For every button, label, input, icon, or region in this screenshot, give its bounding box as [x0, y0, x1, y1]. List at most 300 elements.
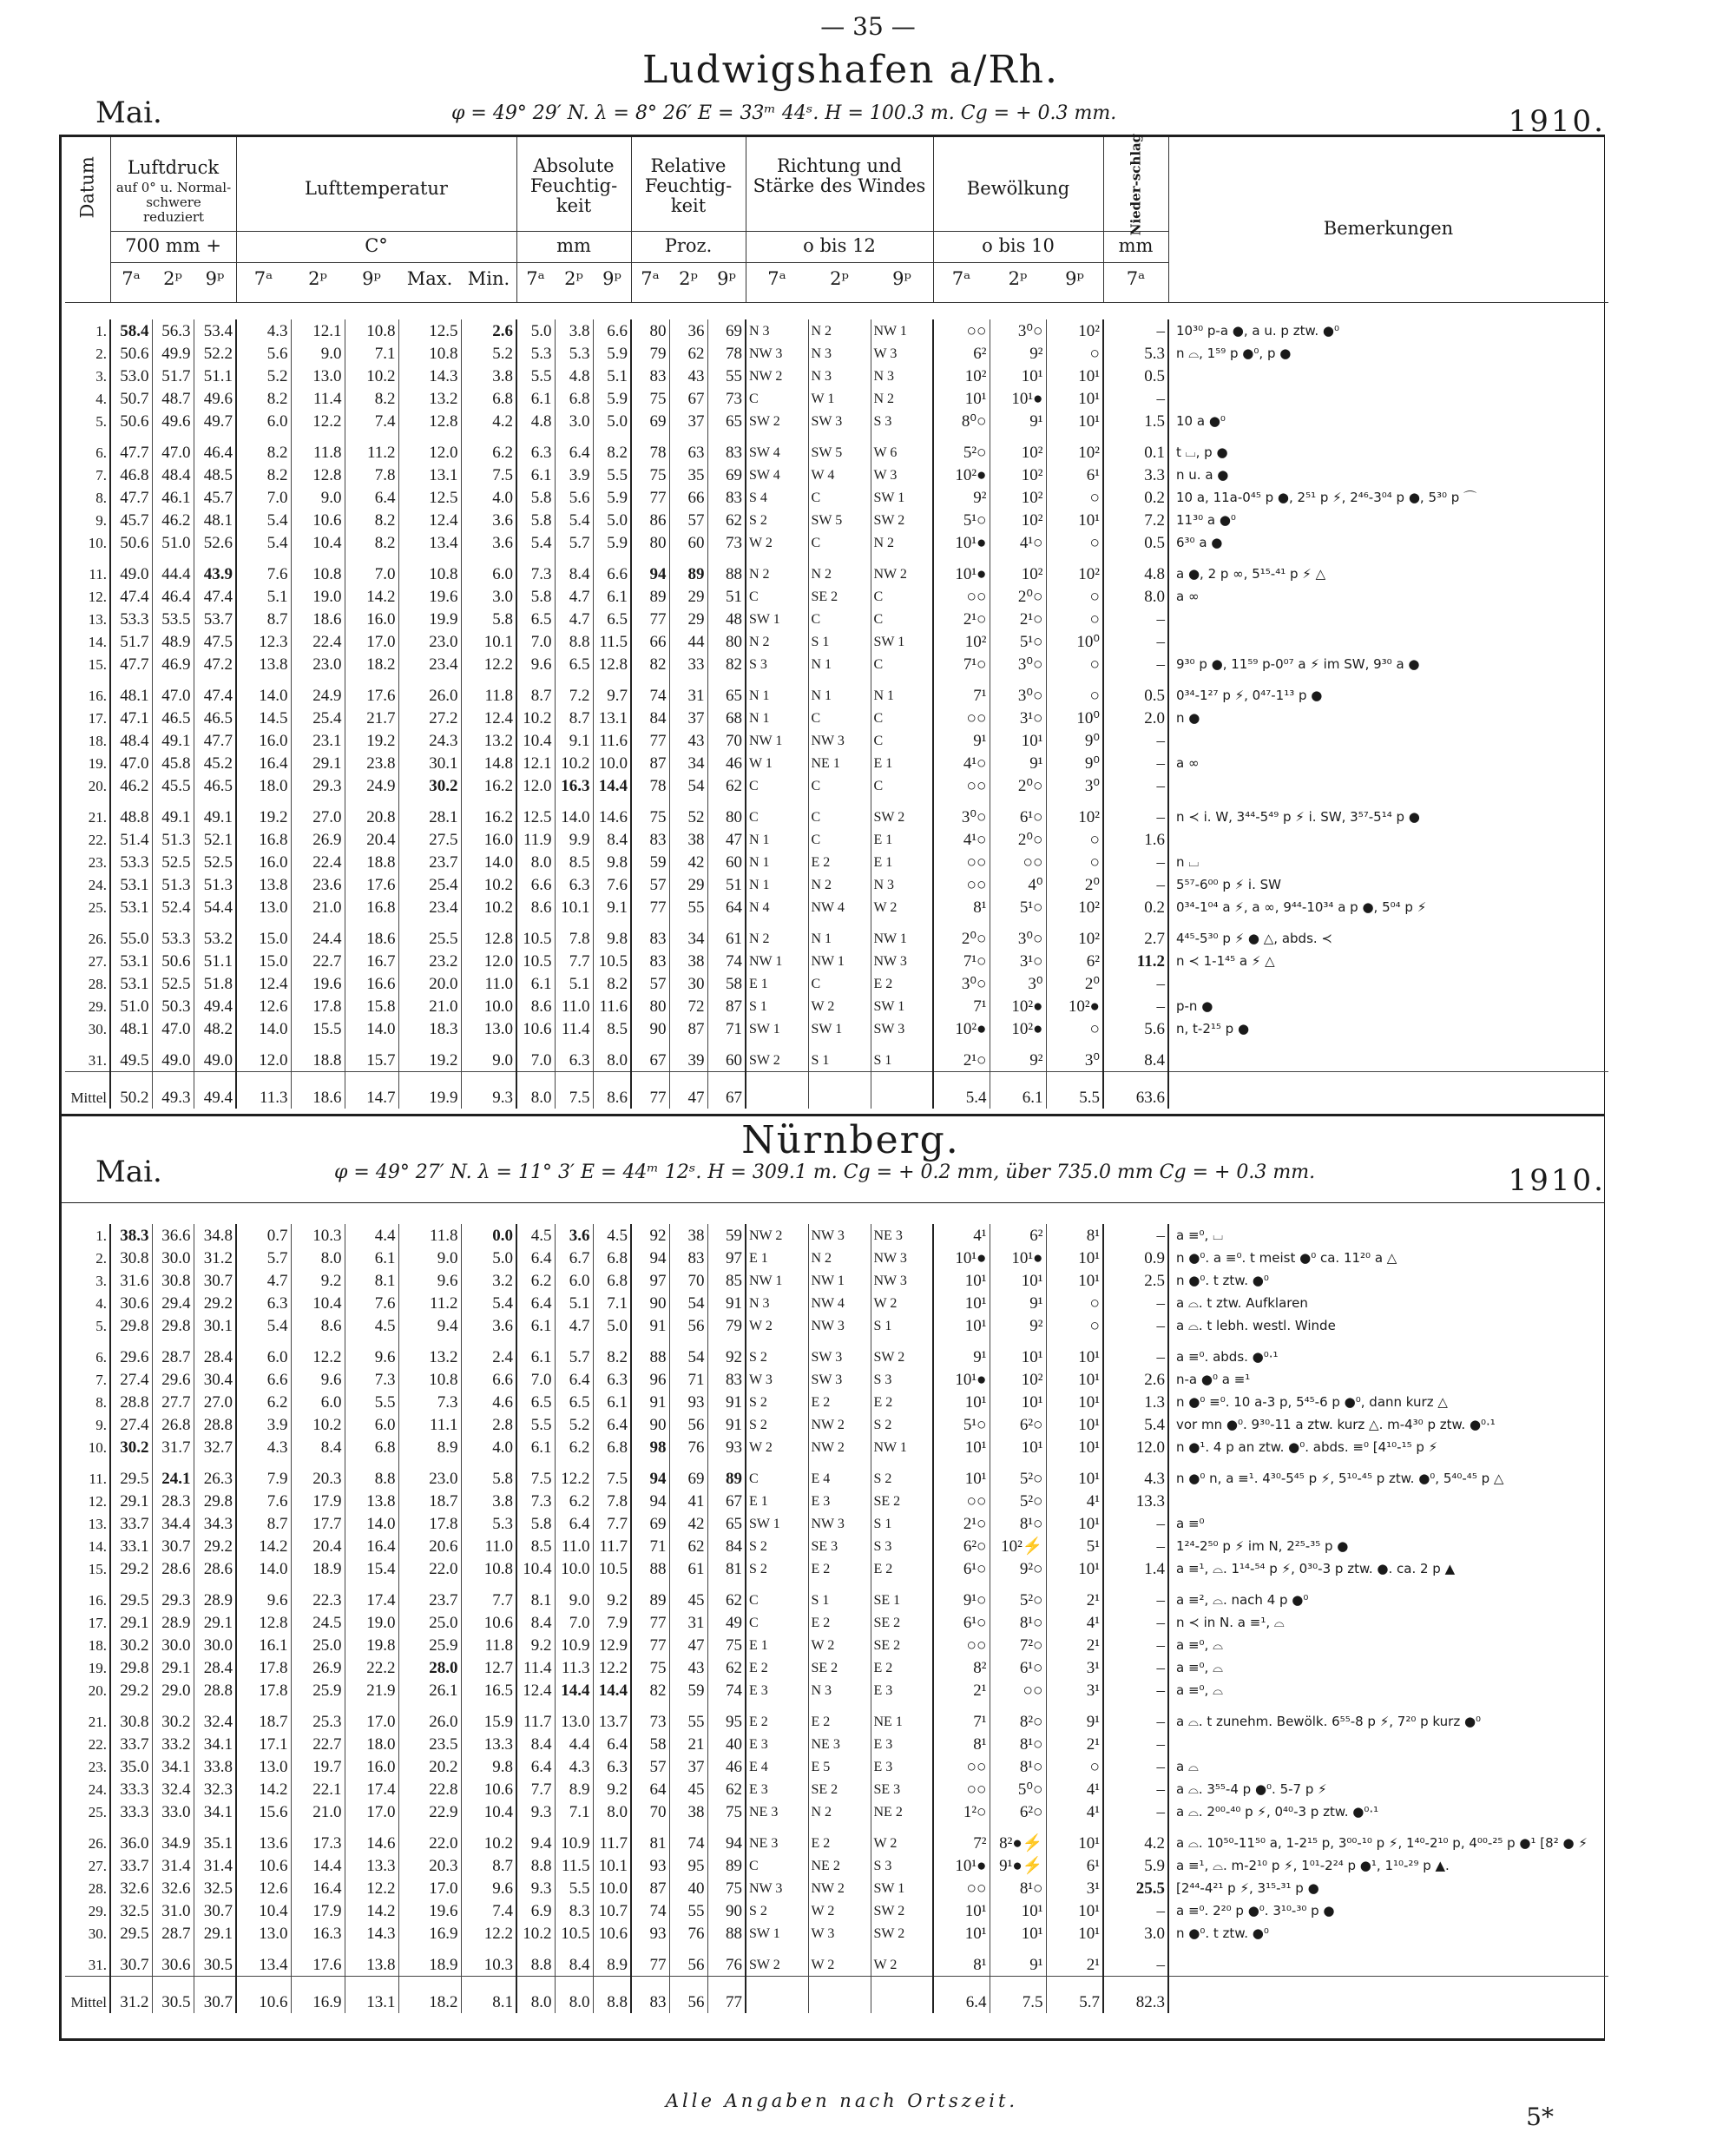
cell-temp-9p: 8.2 [345, 387, 398, 410]
header-lufttemperatur: Lufttemperatur [305, 178, 448, 199]
cell-temp-7a: 8.7 [236, 1512, 291, 1535]
cell-temp-min: 6.8 [461, 387, 516, 410]
cell-wind-9p: SW 1 [871, 486, 933, 509]
cell-luftdruck-9p: 28.9 [194, 1580, 236, 1611]
cell-datum: Mittel [65, 1977, 110, 2014]
table-row [65, 410, 1608, 432]
cell-abs-2p: 11.0 [555, 995, 593, 1017]
cell-abs-7a: 8.8 [516, 1945, 555, 1977]
cell-bemerkung: n ●⁰. t ztw. ●⁰ [1176, 1272, 1269, 1288]
cell-bew-9p: ○ [1046, 1292, 1103, 1314]
cell-rel-7a: 89 [631, 585, 669, 608]
cell-luftdruck-7a: 30.6 [110, 1292, 152, 1314]
cell-bemerkung: 10³⁰ p-a ●, a u. p ztw. ●⁰ [1176, 322, 1339, 339]
cell-temp-9p: 7.1 [345, 342, 398, 365]
cell-abs-2p: 5.5 [555, 1877, 593, 1899]
cell-abs-2p: 5.1 [555, 1292, 593, 1314]
table-row [65, 1634, 1608, 1656]
cell-bemerkung: 11³⁰ a ●⁰ [1176, 511, 1236, 528]
cell-luftdruck-2p: 24.1 [152, 1458, 194, 1490]
cell-wind-7a: W 1 [746, 752, 808, 774]
cell-wind-9p: S 3 [871, 410, 933, 432]
cell-rel-7a: 93 [631, 1922, 669, 1945]
cell-temp-2p: 11.4 [291, 387, 345, 410]
cell-wind-2p: N 2 [808, 873, 871, 896]
cell-rel-7a: 77 [631, 1634, 669, 1656]
header-bew-unit: o bis 10 [982, 235, 1055, 256]
cell-bew-9p: 2⁰ [1046, 873, 1103, 896]
cell-niederschlag: – [1103, 1899, 1168, 1922]
cell-temp-7a: 14.0 [236, 675, 291, 707]
cell-temp-9p: 15.8 [345, 995, 398, 1017]
cell-rel-7a: 75 [631, 1656, 669, 1679]
cell-wind-9p [871, 1977, 933, 2014]
cell-abs-7a: 5.8 [516, 509, 555, 531]
cell-rel-9p: 83 [707, 486, 746, 509]
cell-wind-2p: C [808, 774, 871, 797]
cell-rel-2p: 21 [669, 1733, 707, 1755]
cell-bew-9p: 10¹ [1046, 509, 1103, 531]
cell-rel-2p: 30 [669, 972, 707, 995]
cell-bew-2p: 8²○ [990, 1701, 1046, 1733]
table-row [65, 1656, 1608, 1679]
cell-wind-2p: N 3 [808, 1679, 871, 1701]
cell-temp-7a: 8.7 [236, 608, 291, 630]
cell-temp-min: 10.2 [461, 896, 516, 918]
cell-rel-9p: 47 [707, 828, 746, 851]
cell-wind-7a: S 4 [746, 486, 808, 509]
cell-wind-9p: E 1 [871, 851, 933, 873]
cell-bew-2p: ○○ [990, 1679, 1046, 1701]
cell-wind-2p: E 2 [808, 851, 871, 873]
table-row [65, 1391, 1608, 1413]
cell-rel-7a: 78 [631, 774, 669, 797]
cell-abs-2p: 6.0 [555, 1269, 593, 1292]
cell-luftdruck-2p: 46.5 [152, 707, 194, 729]
cell-wind-9p: N 3 [871, 365, 933, 387]
cell-bew-2p: 9¹ [990, 1945, 1046, 1977]
cell-rel-9p: 75 [707, 1800, 746, 1823]
cell-abs-7a: 5.0 [516, 319, 555, 342]
cell-rel-9p: 68 [707, 707, 746, 729]
cell-bemerkung: a ≡⁰. abds. ●⁰·¹ [1176, 1348, 1279, 1365]
cell-temp-7a: 13.8 [236, 653, 291, 675]
cell-bew-7a: 2¹○ [933, 1040, 990, 1072]
cell-wind-7a: NW 2 [746, 1224, 808, 1247]
cell-bew-7a: 8¹ [933, 1733, 990, 1755]
cell-rel-2p: 60 [669, 531, 707, 554]
cell-datum: 4. [65, 1292, 110, 1314]
cell-rel-2p: 39 [669, 1040, 707, 1072]
cell-rel-2p: 40 [669, 1877, 707, 1899]
cell-temp-2p: 13.0 [291, 365, 345, 387]
cell-abs-7a: 8.1 [516, 1580, 555, 1611]
cell-temp-7a: 19.2 [236, 797, 291, 828]
cell-abs-7a: 9.3 [516, 1800, 555, 1823]
cell-temp-7a: 16.1 [236, 1634, 291, 1656]
cell-temp-max: 25.5 [398, 918, 461, 950]
cell-temp-max: 23.2 [398, 950, 461, 972]
cell-abs-7a: 6.3 [516, 432, 555, 464]
header-wind: Richtung und Stärke des Windes [753, 155, 926, 196]
table-row [65, 342, 1608, 365]
cell-abs-2p: 8.9 [555, 1778, 593, 1800]
cell-abs-9p: 6.6 [593, 554, 631, 585]
cell-temp-max: 19.9 [398, 1072, 461, 1109]
cell-temp-max: 19.2 [398, 1040, 461, 1072]
cell-luftdruck-7a: 50.6 [110, 342, 152, 365]
cell-wind-7a: SW 2 [746, 410, 808, 432]
cell-wind-7a: NW 1 [746, 950, 808, 972]
cell-abs-7a: 11.9 [516, 828, 555, 851]
cell-rel-7a: 80 [631, 531, 669, 554]
cell-wind-7a: SW 4 [746, 432, 808, 464]
cell-datum: 17. [65, 1611, 110, 1634]
table-row [65, 729, 1608, 752]
cell-abs-2p: 3.0 [555, 410, 593, 432]
table-row [65, 1755, 1608, 1778]
cell-temp-2p: 17.9 [291, 1899, 345, 1922]
cell-wind-2p: C [808, 797, 871, 828]
cell-luftdruck-9p: 53.2 [194, 918, 236, 950]
cell-temp-max: 26.1 [398, 1679, 461, 1701]
table-row [65, 1269, 1608, 1292]
cell-temp-2p: 18.6 [291, 608, 345, 630]
cell-bew-9p: 10¹ [1046, 1823, 1103, 1854]
cell-bemerkung: n ●¹. 4 p an ztw. ●⁰. abds. ≡⁰ [4¹⁰-¹⁵ p ⚡ [1176, 1438, 1438, 1455]
cell-datum: 17. [65, 707, 110, 729]
cell-temp-9p: 8.2 [345, 531, 398, 554]
cell-abs-7a: 8.6 [516, 896, 555, 918]
cell-niederschlag: 0.2 [1103, 896, 1168, 918]
cell-temp-min: 0.0 [461, 1224, 516, 1247]
cell-abs-9p: 11.6 [593, 729, 631, 752]
cell-temp-2p: 24.4 [291, 918, 345, 950]
cell-temp-max: 28.1 [398, 797, 461, 828]
cell-abs-9p: 6.3 [593, 1368, 631, 1391]
cell-niederschlag: 5.3 [1103, 342, 1168, 365]
cell-bew-2p: 3⁰○ [990, 675, 1046, 707]
cell-luftdruck-7a: 36.0 [110, 1823, 152, 1854]
cell-bemerkung: a ⌓. 2⁰⁰-⁴⁰ p ⚡, 0⁴⁰-3 p ztw. ●⁰·¹ [1176, 1803, 1379, 1820]
cell-temp-7a: 12.6 [236, 995, 291, 1017]
cell-rel-2p: 37 [669, 1755, 707, 1778]
cell-rel-2p: 56 [669, 1314, 707, 1337]
cell-rel-7a: 77 [631, 486, 669, 509]
cell-rel-2p: 55 [669, 1701, 707, 1733]
station-title: Nürnberg. [741, 1118, 960, 1162]
cell-wind-7a: E 3 [746, 1679, 808, 1701]
cell-temp-2p: 23.0 [291, 653, 345, 675]
corner-mark: 5* [1526, 2103, 1554, 2131]
cell-luftdruck-7a: 28.8 [110, 1391, 152, 1413]
cell-luftdruck-7a: 33.7 [110, 1854, 152, 1877]
cell-luftdruck-2p: 29.3 [152, 1580, 194, 1611]
cell-luftdruck-9p: 34.3 [194, 1512, 236, 1535]
cell-temp-max: 22.9 [398, 1800, 461, 1823]
cell-bew-9p: ○ [1046, 653, 1103, 675]
cell-wind-9p: E 2 [871, 1656, 933, 1679]
month-label: Mai. [95, 95, 162, 130]
cell-abs-7a: 7.3 [516, 554, 555, 585]
cell-abs-7a: 7.0 [516, 1368, 555, 1391]
cell-rel-2p: 38 [669, 1800, 707, 1823]
cell-temp-7a: 6.6 [236, 1368, 291, 1391]
cell-temp-2p: 23.1 [291, 729, 345, 752]
cell-niederschlag: 7.2 [1103, 509, 1168, 531]
cell-luftdruck-7a: 58.4 [110, 319, 152, 342]
cell-bemerkung: a ⌓. 3⁵⁵-4 p ●⁰. 5-7 p ⚡ [1176, 1780, 1327, 1797]
cell-abs-2p: 11.5 [555, 1854, 593, 1877]
cell-rel-7a: 77 [631, 1072, 669, 1109]
cell-wind-7a: C [746, 774, 808, 797]
cell-luftdruck-7a: 47.4 [110, 585, 152, 608]
cell-bew-7a: 10¹ [933, 1391, 990, 1413]
cell-abs-9p: 7.9 [593, 1611, 631, 1634]
cell-luftdruck-7a: 55.0 [110, 918, 152, 950]
cell-datum: 23. [65, 1755, 110, 1778]
cell-wind-2p: NW 3 [808, 1224, 871, 1247]
cell-abs-2p: 8.4 [555, 1945, 593, 1977]
cell-luftdruck-9p: 47.2 [194, 653, 236, 675]
cell-luftdruck-9p: 29.8 [194, 1490, 236, 1512]
cell-wind-7a: S 2 [746, 1391, 808, 1413]
cell-abs-7a: 10.6 [516, 1017, 555, 1040]
cell-temp-9p: 8.8 [345, 1458, 398, 1490]
cell-niederschlag: – [1103, 387, 1168, 410]
cell-luftdruck-7a: 53.3 [110, 851, 152, 873]
cell-wind-2p: C [808, 608, 871, 630]
cell-wind-9p: SW 2 [871, 509, 933, 531]
cell-luftdruck-7a: 29.6 [110, 1337, 152, 1368]
cell-rel-2p: 47 [669, 1634, 707, 1656]
cell-wind-7a: NW 2 [746, 365, 808, 387]
cell-rel-7a: 90 [631, 1017, 669, 1040]
cell-wind-2p: N 1 [808, 675, 871, 707]
cell-abs-9p: 9.7 [593, 675, 631, 707]
cell-rel-9p: 60 [707, 1040, 746, 1072]
cell-bew-2p: 6²○ [990, 1413, 1046, 1436]
cell-datum: 5. [65, 410, 110, 432]
cell-wind-2p: NW 2 [808, 1413, 871, 1436]
cell-wind-2p: N 3 [808, 342, 871, 365]
cell-luftdruck-9p: 49.6 [194, 387, 236, 410]
table-row [65, 1368, 1608, 1391]
cell-temp-max: 13.1 [398, 464, 461, 486]
cell-bew-7a: 10² [933, 630, 990, 653]
cell-abs-9p: 10.5 [593, 950, 631, 972]
cell-bew-7a: ○○ [933, 774, 990, 797]
cell-rel-9p: 64 [707, 896, 746, 918]
cell-abs-2p: 7.7 [555, 950, 593, 972]
cell-rel-9p: 60 [707, 851, 746, 873]
cell-temp-7a: 16.0 [236, 851, 291, 873]
cell-rel-2p: 54 [669, 774, 707, 797]
cell-bew-7a: 2¹ [933, 1679, 990, 1701]
cell-bew-7a: 10² [933, 365, 990, 387]
table-row [65, 972, 1608, 995]
cell-wind-2p: SW 3 [808, 1337, 871, 1368]
cell-wind-2p: W 2 [808, 995, 871, 1017]
cell-rel-2p: 59 [669, 1679, 707, 1701]
cell-rel-7a: 71 [631, 1535, 669, 1557]
cell-luftdruck-2p: 30.5 [152, 1977, 194, 2014]
table-row [65, 1314, 1608, 1337]
cell-luftdruck-7a: 29.8 [110, 1656, 152, 1679]
cell-temp-min: 11.0 [461, 1535, 516, 1557]
table-row [65, 1877, 1608, 1899]
cell-rel-9p: 89 [707, 1458, 746, 1490]
cell-niederschlag: – [1103, 1337, 1168, 1368]
cell-bew-2p: 3⁰ [990, 972, 1046, 995]
cell-rel-2p: 54 [669, 1292, 707, 1314]
table-row [65, 1413, 1608, 1436]
cell-wind-9p: W 2 [871, 896, 933, 918]
cell-bemerkung: n-a ●⁰ a ≡¹ [1176, 1371, 1251, 1387]
cell-abs-9p: 10.0 [593, 1877, 631, 1899]
table-row [65, 1899, 1608, 1922]
cell-bemerkung: a ≡⁰ [1176, 1515, 1205, 1531]
cell-wind-7a: E 1 [746, 1247, 808, 1269]
cell-bew-9p: 6¹ [1046, 1854, 1103, 1877]
cell-wind-2p [808, 1977, 871, 2014]
cell-datum: 16. [65, 1580, 110, 1611]
station-coordinates: φ = 49° 27′ N. λ = 11° 3′ E = 44ᵐ 12ˢ. H = 309.1 m. Cg = + 0.2 mm, über 735.0 mm Cg = + 0.3 mm. [334, 1162, 1316, 1183]
cell-abs-2p: 14.0 [555, 797, 593, 828]
cell-wind-7a: N 2 [746, 630, 808, 653]
table-row [65, 1800, 1608, 1823]
table-row [65, 1292, 1608, 1314]
cell-temp-min: 12.8 [461, 918, 516, 950]
cell-temp-max: 12.5 [398, 486, 461, 509]
header-9p: 9ᵖ [892, 268, 911, 289]
cell-abs-9p: 5.0 [593, 1314, 631, 1337]
cell-bew-2p: 10¹ [990, 1391, 1046, 1413]
cell-temp-min: 3.6 [461, 1314, 516, 1337]
cell-luftdruck-2p: 28.7 [152, 1922, 194, 1945]
cell-bemerkung: 1²⁴-2⁵⁰ p ⚡ im N, 2²⁵-³⁵ p ● [1176, 1537, 1349, 1554]
cell-luftdruck-7a: 32.6 [110, 1877, 152, 1899]
cell-abs-7a: 8.4 [516, 1611, 555, 1634]
cell-niederschlag: – [1103, 1755, 1168, 1778]
table-row [65, 486, 1608, 509]
cell-bew-9p: 2⁰ [1046, 972, 1103, 995]
header-temp-unit: C° [365, 235, 388, 256]
cell-bew-9p: 10¹ [1046, 1269, 1103, 1292]
cell-rel-7a: 78 [631, 432, 669, 464]
cell-abs-7a: 6.1 [516, 464, 555, 486]
cell-niederschlag: – [1103, 1611, 1168, 1634]
cell-temp-9p: 7.4 [345, 410, 398, 432]
cell-luftdruck-9p: 51.8 [194, 972, 236, 995]
cell-wind-2p: W 2 [808, 1634, 871, 1656]
cell-bew-9p: 2¹ [1046, 1634, 1103, 1656]
cell-temp-max: 9.6 [398, 1269, 461, 1292]
cell-temp-max: 18.9 [398, 1945, 461, 1977]
cell-bemerkung [1168, 365, 1608, 387]
cell-wind-7a: E 2 [746, 1701, 808, 1733]
cell-abs-7a: 8.4 [516, 1733, 555, 1755]
cell-rel-2p: 95 [669, 1854, 707, 1877]
cell-abs-2p: 7.8 [555, 918, 593, 950]
cell-bew-7a: 10¹● [933, 554, 990, 585]
cell-bew-9p: 10¹ [1046, 1512, 1103, 1535]
cell-temp-2p: 25.4 [291, 707, 345, 729]
cell-temp-9p: 4.5 [345, 1314, 398, 1337]
cell-temp-2p: 12.2 [291, 410, 345, 432]
table-row [65, 752, 1608, 774]
cell-bemerkung: n ●⁰ ≡⁰. 10 a-3 p, 5⁴⁵-6 p ●⁰, dann kurz △ [1176, 1393, 1448, 1410]
cell-datum: 2. [65, 1247, 110, 1269]
cell-bew-2p: 10¹ [990, 365, 1046, 387]
cell-rel-9p: 75 [707, 1634, 746, 1656]
header-nied-unit: mm [1118, 235, 1154, 256]
cell-wind-2p: SW 1 [808, 1017, 871, 1040]
cell-rel-9p: 70 [707, 729, 746, 752]
cell-luftdruck-7a: 29.5 [110, 1458, 152, 1490]
cell-abs-7a: 12.0 [516, 774, 555, 797]
cell-datum: 25. [65, 896, 110, 918]
header-7a: 7ᵃ [767, 268, 786, 289]
cell-bew-9p: ○ [1046, 585, 1103, 608]
cell-temp-max: 18.7 [398, 1490, 461, 1512]
table-row [65, 1611, 1608, 1634]
cell-abs-7a: 7.0 [516, 1040, 555, 1072]
cell-niederschlag: 0.5 [1103, 531, 1168, 554]
cell-niederschlag: – [1103, 873, 1168, 896]
cell-bew-9p: 10¹ [1046, 365, 1103, 387]
cell-abs-9p: 5.9 [593, 531, 631, 554]
cell-abs-7a: 6.5 [516, 608, 555, 630]
cell-temp-7a: 7.0 [236, 486, 291, 509]
cell-bemerkung: a ⌓. 10⁵⁰-11⁵⁰ a, 1-2¹⁵ p, 3⁰⁰-¹⁰ p ⚡, 1⁴⁰-2¹⁰ p, 4⁰⁰-²⁵ p ●¹ [8² ● ⚡ [1176, 1834, 1588, 1851]
cell-temp-max: 13.2 [398, 1337, 461, 1368]
cell-abs-9p: 6.8 [593, 1269, 631, 1292]
cell-rel-7a: 77 [631, 896, 669, 918]
cell-luftdruck-9p: 54.4 [194, 896, 236, 918]
cell-wind-9p: N 2 [871, 387, 933, 410]
cell-abs-7a: 10.5 [516, 918, 555, 950]
cell-wind-2p: NW 3 [808, 1314, 871, 1337]
cell-abs-2p: 6.2 [555, 1490, 593, 1512]
cell-temp-max: 27.2 [398, 707, 461, 729]
cell-bew-9p: 10¹ [1046, 1899, 1103, 1922]
cell-bemerkung: 5⁵⁷-6⁰⁰ p ⚡ i. SW [1176, 876, 1281, 892]
cell-wind-2p: NW 2 [808, 1877, 871, 1899]
cell-bew-2p: 10¹ [990, 1436, 1046, 1458]
cell-rel-7a: 75 [631, 387, 669, 410]
cell-luftdruck-2p: 47.0 [152, 1017, 194, 1040]
cell-datum: 29. [65, 995, 110, 1017]
cell-abs-7a: 5.5 [516, 1413, 555, 1436]
cell-temp-7a: 14.5 [236, 707, 291, 729]
cell-temp-2p: 19.0 [291, 585, 345, 608]
cell-bew-2p: 6²○ [990, 1800, 1046, 1823]
cell-bew-7a: 5¹○ [933, 1413, 990, 1436]
cell-temp-max: 25.0 [398, 1611, 461, 1634]
cell-bew-9p: 8¹ [1046, 1224, 1103, 1247]
cell-wind-9p: C [871, 653, 933, 675]
cell-bemerkung [1168, 630, 1608, 653]
cell-rel-7a: 98 [631, 1436, 669, 1458]
cell-rel-2p: 33 [669, 653, 707, 675]
cell-rel-9p: 87 [707, 995, 746, 1017]
cell-wind-7a: C [746, 797, 808, 828]
cell-niederschlag: 2.5 [1103, 1269, 1168, 1292]
header-luftdruck: Luftdruck [127, 157, 220, 178]
cell-wind-2p: E 2 [808, 1701, 871, 1733]
table-row [65, 1017, 1608, 1040]
